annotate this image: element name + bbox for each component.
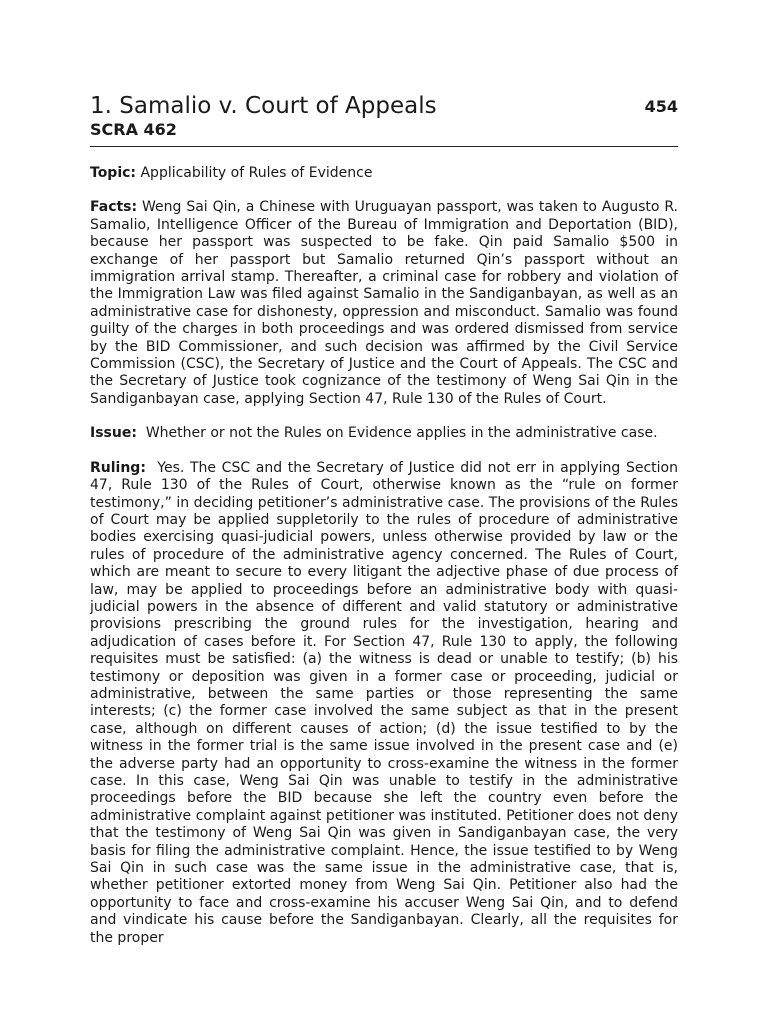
issue-text: Whether or not the Rules on Evidence applies in the administrative case. — [145, 425, 658, 442]
ruling-label: Ruling: — [90, 459, 146, 476]
issue-label: Issue: — [90, 425, 137, 442]
facts-paragraph — [90, 199, 678, 408]
topic-text: Applicability of Rules of Evidence — [140, 165, 373, 181]
facts-label: Facts: — [90, 199, 138, 216]
case-header — [90, 92, 678, 147]
case-title: 1. Samalio v. Court of Appeals — [90, 93, 437, 119]
issue-paragraph — [90, 425, 678, 442]
topic-label: Topic: — [90, 165, 137, 181]
document-page — [90, 92, 678, 947]
topic-paragraph — [90, 165, 678, 182]
citation-volume: 454 — [644, 97, 678, 116]
ruling-text: Yes. The CSC and the Secretary of Justice did not err in applying Section 47, Rule 130 of the Rules of Court, otherwise known as the “rule on former testimony,” in deciding petitioner’s administrative case. The provisions of the Rules of Court may be applied suppletorily to the rules of procedure of administrative bodies exercising quasi-judicial powers, unless otherwise provided by law or the rules of procedure of the administrative agency concerned. The Rules of Court, which are meant to secure to every litigant the adjective phase of due process of law, may be applied to proceedings before an administrative body with quasi-judicial powers in the absence of different and valid statutory or administrative provisions prescribing the ground rules for the investigation, hearing and adjudication of cases before it. For Section 47, Rule 130 to apply, the following requisites must be satisfied: (a) the witness is dead or unable to testify; (b) his testimony or deposition was given in a former case or proceeding, judicial or administrative, between the same parties or those representing the same interests; (c) the former case involved the same subject as that in the present case, although on different causes of action; (d) the issue testified to by the witness in the former trial is the same issue involved in the present case and (e) the adverse party had an opportunity to cross-examine the witness in the former case. In this case, Weng Sai Qin was unable to testify in the administrative proceedings before the BID because she left the country even before the administrative complaint against petitioner was instituted. Petitioner does not deny that the testimony of Weng Sai Qin was given in Sandiganbayan case, the very basis for filing the administrative complaint. Hence, the issue testified to by Weng Sai Qin in such case was the same issue in the administrative case, that is, whether petitioner extorted money from Weng Sai Qin. Petitioner also had the opportunity to face and cross-examine his accuser Weng Sai Qin, and to defend and vindicate his cause before the Sandiganbayan. Clearly, all the requisites for the proper — [90, 459, 678, 946]
ruling-paragraph — [90, 460, 678, 947]
citation-reporter: SCRA 462 — [90, 120, 177, 139]
facts-text: Weng Sai Qin, a Chinese with Uruguayan passport, was taken to Augusto R. Samalio, Intelligence Officer of the Bureau of Immigration and Deportation (BID), because her passport was suspected to be fake. Qin paid Samalio $500 in exchange of her passport but Samalio returned Qin’s passport without an immigration arrival stamp. Thereafter, a criminal case for robbery and violation of the Immigration Law was filed against Samalio in the Sandiganbayan, as well as an administrative case for dishonesty, oppression and misconduct. Samalio was found guilty of the charges in both proceedings and was ordered dismissed from service by the BID Commissioner, and such decision was affirmed by the Civil Service Commission (CSC), the Secretary of Justice and the Court of Appeals. The CSC and the Secretary of Justice took cognizance of the testimony of Weng Sai Qin in the Sandiganbayan case, applying Section 47, Rule 130 of the Rules of Court. — [90, 199, 678, 407]
